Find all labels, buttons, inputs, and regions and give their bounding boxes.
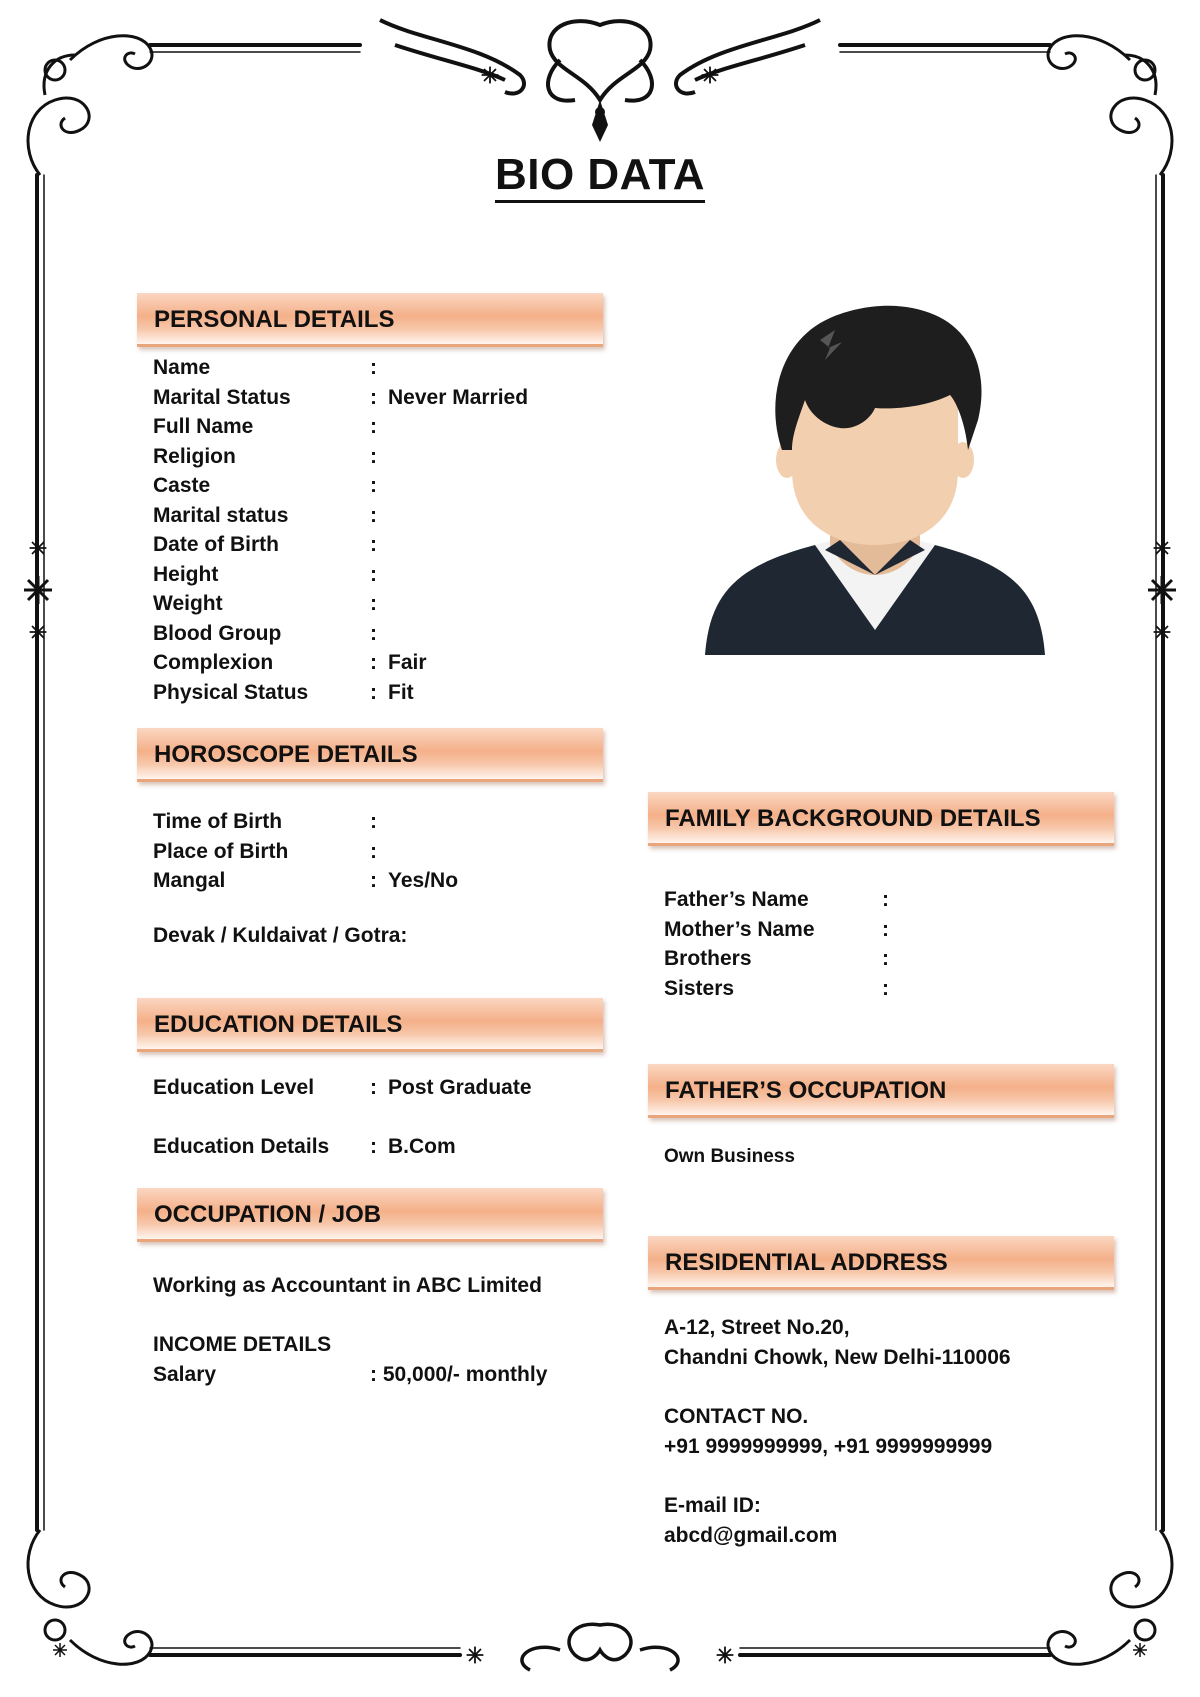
detail-label: Date of Birth: [153, 533, 279, 556]
detail-row: [153, 356, 613, 384]
detail-label: Weight: [153, 592, 223, 615]
email-value: abcd@gmail.com: [664, 1524, 838, 1547]
detail-separator: :: [370, 680, 377, 704]
detail-label: Mangal: [153, 869, 226, 892]
detail-separator: :: [370, 810, 377, 833]
detail-label: Physical Status: [153, 680, 309, 704]
detail-label: Name: [153, 356, 211, 379]
detail-separator: :: [882, 917, 889, 941]
detail-row: [153, 415, 613, 443]
detail-value: Post Graduate: [388, 1076, 532, 1099]
father-occupation-text: Own Business: [664, 1146, 795, 1167]
person-avatar-icon: [700, 300, 1050, 660]
contact-title: CONTACT NO.: [664, 1405, 809, 1428]
detail-value: Fair: [388, 651, 427, 674]
detail-row: [153, 592, 613, 620]
email-title: E-mail ID:: [664, 1494, 761, 1517]
detail-separator: :: [370, 533, 377, 556]
detail-separator: :: [370, 651, 377, 674]
detail-label: Marital status: [153, 503, 289, 527]
detail-row: [153, 840, 613, 868]
detail-row: [153, 869, 613, 897]
gotra-label: Devak / Kuldaivat / Gotra:: [153, 924, 408, 947]
detail-separator: :: [370, 1076, 377, 1099]
detail-label: Place of Birth: [153, 839, 289, 863]
detail-row: [664, 947, 1124, 975]
residential-address-header: RESIDENTIAL ADDRESS: [648, 1236, 1114, 1290]
detail-row: [153, 1135, 613, 1163]
detail-separator: :: [370, 1135, 377, 1158]
occupation-text: Working as Accountant in ABC Limited: [153, 1274, 542, 1297]
detail-separator: :: [370, 592, 377, 615]
detail-label: Religion: [153, 444, 236, 468]
income-details-title: INCOME DETAILS: [153, 1333, 332, 1356]
detail-row: [153, 622, 613, 650]
detail-label: Time of Birth: [153, 810, 283, 833]
detail-row: [153, 810, 613, 838]
detail-separator: :: [370, 356, 377, 379]
salary-label: Salary: [153, 1363, 217, 1386]
occupation-header: OCCUPATION / JOB: [137, 1188, 603, 1242]
detail-row: [153, 474, 613, 502]
detail-row: [664, 977, 1124, 1005]
detail-label: Brothers: [664, 947, 752, 970]
detail-row: [664, 888, 1124, 916]
detail-label: Sisters: [664, 976, 735, 1000]
detail-label: Caste: [153, 474, 211, 497]
detail-label: Education Details: [153, 1135, 330, 1158]
address-line-1: A-12, Street No.20,: [664, 1316, 850, 1339]
family-background-header: FAMILY BACKGROUND DETAILS: [648, 792, 1114, 846]
detail-label: Marital Status: [153, 385, 291, 409]
detail-row: [153, 445, 613, 473]
detail-value: Yes/No: [388, 869, 459, 892]
detail-row: [664, 918, 1124, 946]
detail-row: [153, 504, 613, 532]
detail-separator: :: [370, 869, 377, 892]
father-occupation-header: FATHER’S OCCUPATION: [648, 1064, 1114, 1118]
detail-label: Blood Group: [153, 621, 282, 645]
detail-separator: :: [370, 444, 377, 468]
detail-label: Education Level: [153, 1076, 315, 1099]
detail-separator: :: [370, 621, 377, 645]
detail-row: [153, 681, 613, 709]
detail-separator: :: [370, 474, 377, 497]
detail-value: Never Married: [388, 385, 529, 409]
detail-separator: :: [882, 888, 889, 911]
education-details-header: EDUCATION DETAILS: [137, 998, 603, 1052]
detail-label: Father’s Name: [664, 888, 809, 911]
detail-separator: :: [370, 562, 377, 586]
detail-row: [153, 386, 613, 414]
personal-details-header: PERSONAL DETAILS: [137, 293, 603, 347]
contact-numbers: +91 9999999999, +91 9999999999: [664, 1435, 993, 1458]
detail-label: Height: [153, 562, 219, 586]
salary-value: : 50,000/- monthly: [370, 1363, 548, 1386]
detail-row: [153, 533, 613, 561]
detail-separator: :: [370, 415, 377, 438]
detail-label: Complexion: [153, 651, 274, 674]
page-title: BIO DATA: [0, 150, 1200, 200]
detail-separator: :: [370, 385, 377, 409]
address-line-2: Chandni Chowk, New Delhi-110006: [664, 1346, 1011, 1369]
detail-value: B.Com: [388, 1135, 456, 1158]
detail-separator: :: [370, 839, 377, 863]
detail-row: [153, 651, 613, 679]
detail-value: Fit: [388, 680, 414, 704]
detail-row: [153, 563, 613, 591]
detail-row: [153, 1076, 613, 1104]
detail-separator: :: [370, 503, 377, 527]
horoscope-details-header: HOROSCOPE DETAILS: [137, 728, 603, 782]
detail-label: Full Name: [153, 415, 254, 438]
detail-separator: :: [882, 976, 889, 1000]
detail-separator: :: [882, 947, 889, 970]
detail-label: Mother’s Name: [664, 917, 815, 941]
